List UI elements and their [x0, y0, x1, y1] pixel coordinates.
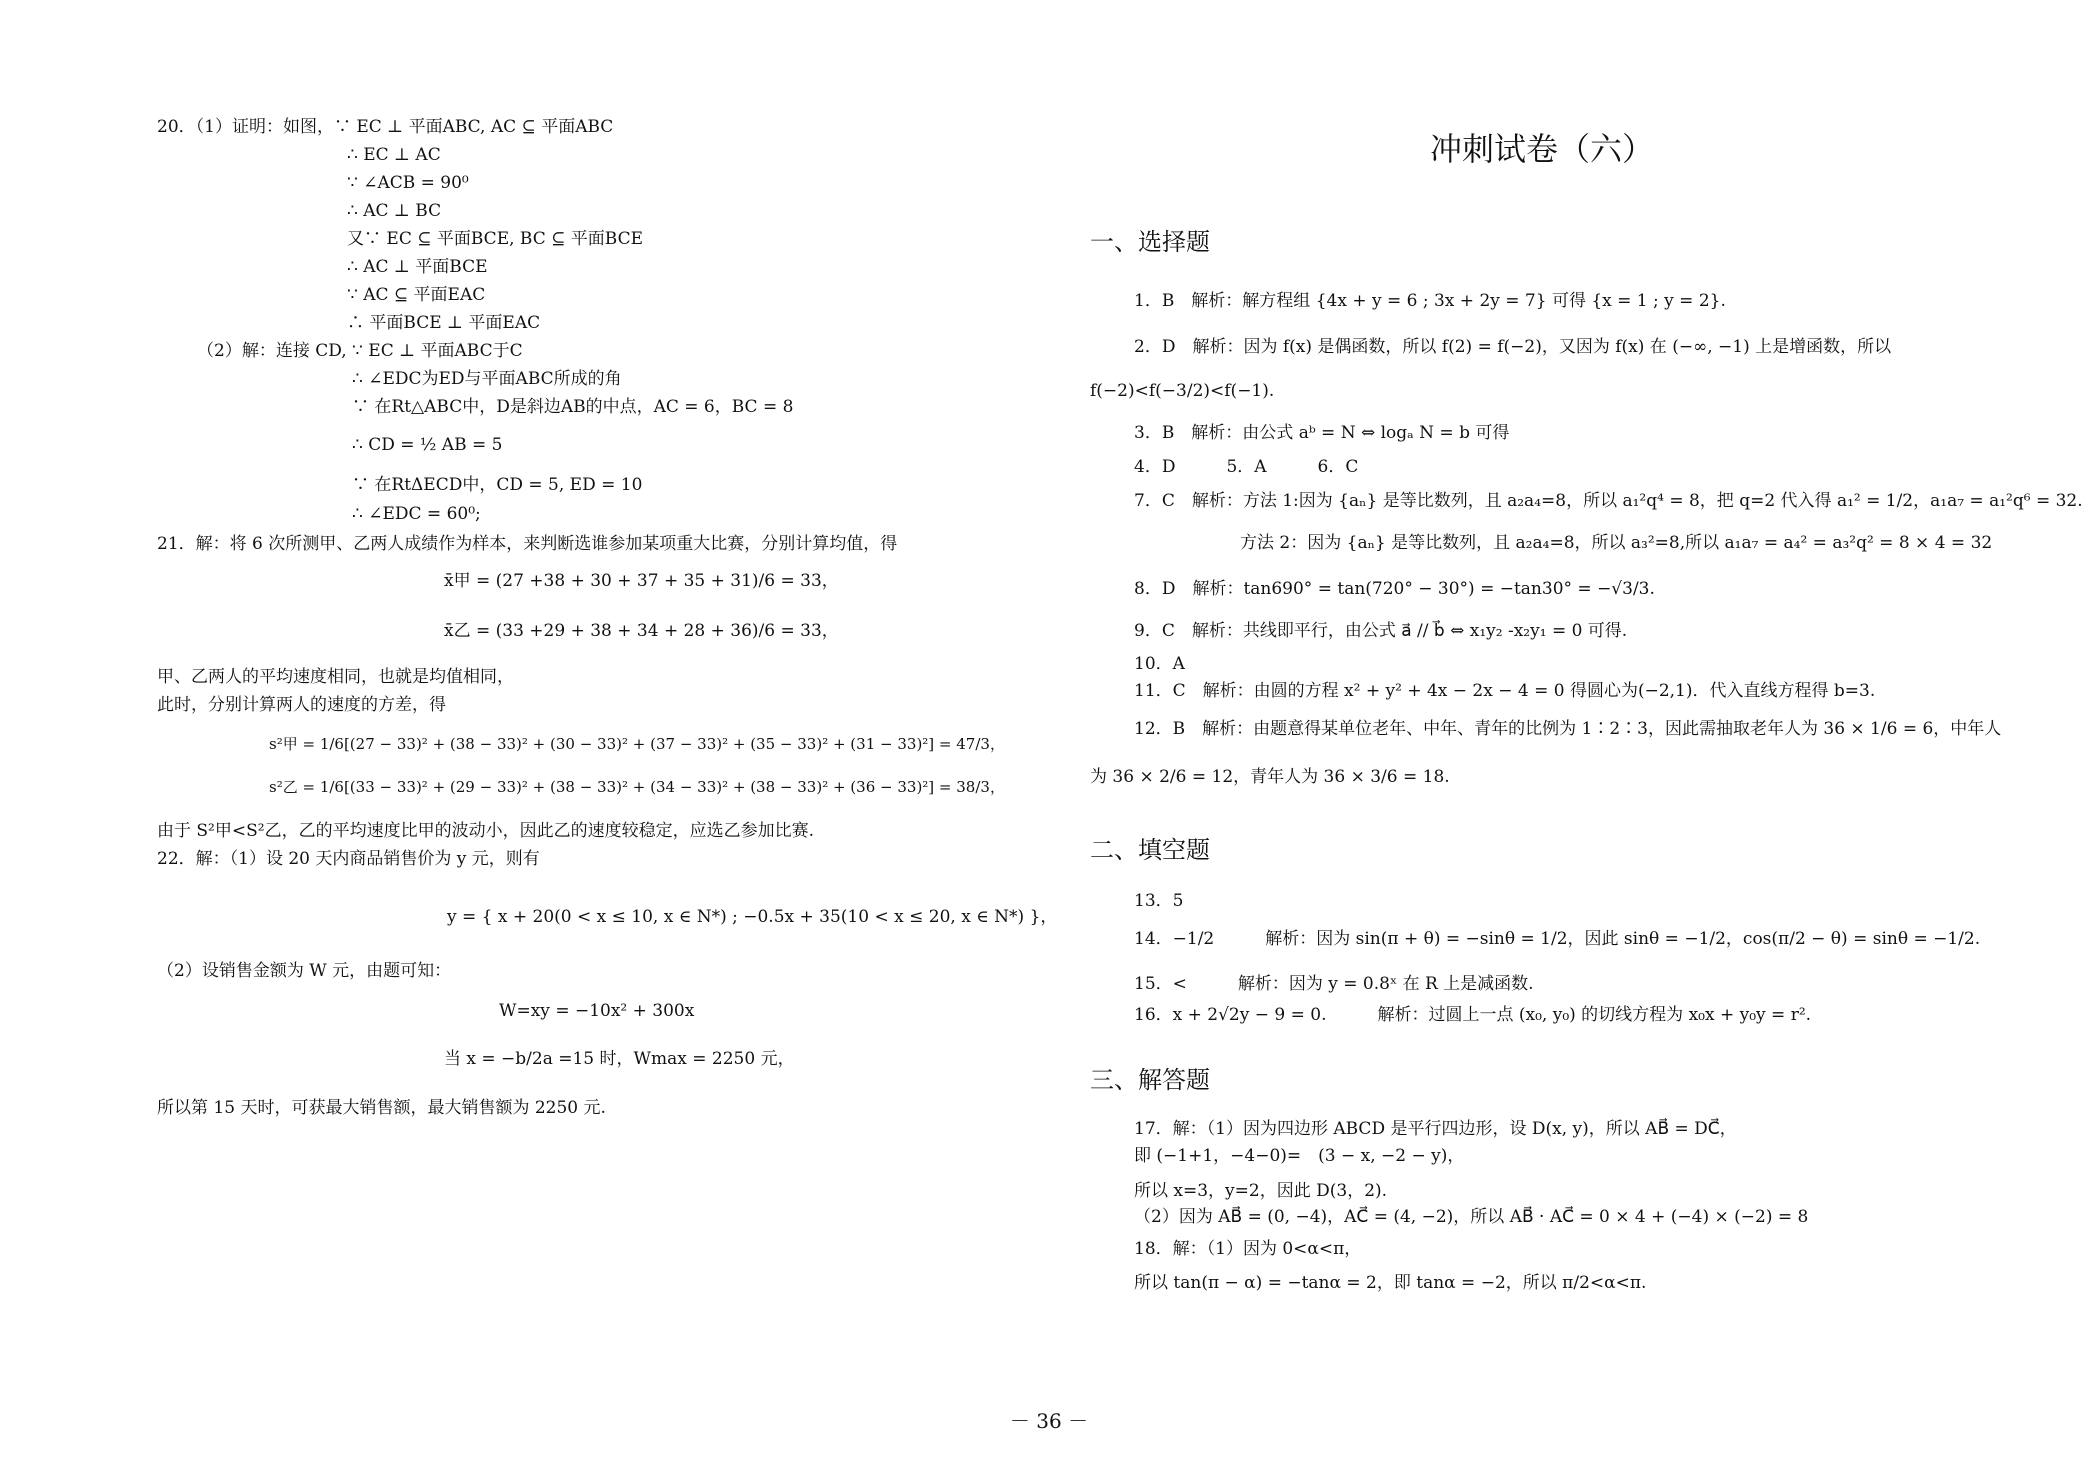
text-line: （2）解：连接 CD, ∵ EC ⊥ 平面ABC于C — [197, 341, 523, 361]
text-line: 22．解：（1）设 20 天内商品销售价为 y 元，则有 — [157, 849, 540, 869]
text-line: ∵ 在Rt△ABC中，D是斜边AB的中点，AC = 6，BC = 8 — [352, 397, 794, 417]
text-line: 7．C 解析：方法 1:因为 {aₙ} 是等比数列，且 a₂a₄=8，所以 a₁²q⁴ = 8，把 q=2 代入得 a₁² = 1/2，a₁a₇ = a₁²q⁶ = 32. — [1134, 491, 2083, 511]
text-line: 又∵ EC ⊆ 平面BCE, BC ⊆ 平面BCE — [347, 229, 643, 249]
text-line: 9．C 解析：共线即平行，由公式 a⃗ // b⃗ ⇔ x₁y₂ -x₂y₁ = 0 可得. — [1134, 621, 1628, 641]
text-line: ∴ AC ⊥ BC — [347, 201, 442, 221]
text-line: ∴ CD = ½ AB = 5 — [352, 435, 503, 455]
text-line: 为 36 × 2/6 = 12，青年人为 36 × 3/6 = 18. — [1090, 767, 1450, 787]
formula-line: 当 x = −b/2a =15 时，Wmax = 2250 元， — [444, 1049, 795, 1069]
formula-line: s²乙 = 1/6[(33 − 33)² + (29 − 33)² + (38 − 33)² + (34 − 33)² + (38 − 33)² + (36 − 33)²] = 38/3， — [269, 778, 1005, 796]
text-line: 14．−1/2 解析：因为 sin(π + θ) = −sinθ = 1/2，因此 sinθ = −1/2，cos(π/2 − θ) = sinθ = −1/2. — [1134, 929, 1981, 949]
formula-line: y = { x + 20(0 < x ≤ 10, x ∈ N*) ; −0.5x + 35(10 < x ≤ 20, x ∈ N*) }， — [447, 907, 1058, 927]
text-line: ∵ AC ⊆ 平面EAC — [347, 285, 486, 305]
formula-line: s²甲 = 1/6[(27 − 33)² + (38 − 33)² + (30 − 33)² + (37 − 33)² + (35 − 33)² + (31 − 33)²] = 47/3， — [269, 735, 1005, 753]
text-line: 方法 2：因为 {aₙ} 是等比数列，且 a₂a₄=8，所以 a₃²=8,所以 a₁a₇ = a₄² = a₃²q² = 8 × 4 = 32 — [1240, 533, 1993, 553]
formula-line: x̄甲 = (27 +38 + 30 + 37 + 35 + 31)/6 = 33， — [444, 571, 839, 591]
section-heading: 三、解答题 — [1090, 1066, 1210, 1094]
text-line: ∴ 平面BCE ⊥ 平面EAC — [347, 313, 541, 333]
text-line: 2．D 解析：因为 f(x) 是偶函数，所以 f(2) = f(−2)，又因为 f(x) 在 (−∞, −1) 上是增函数，所以 — [1134, 337, 1892, 357]
text-line: ∴ AC ⊥ 平面BCE — [347, 257, 488, 277]
text-line: 所以 x=3，y=2，因此 D(3，2). — [1134, 1181, 1388, 1201]
text-line: 15．< 解析：因为 y = 0.8ˣ 在 R 上是减函数. — [1134, 974, 1534, 994]
text-line: 12．B 解析：由题意得某单位老年、中年、青年的比例为 1∶2∶3，因此需抽取老年人为 36 × 1/6 = 6，中年人 — [1134, 719, 2002, 739]
text-line: 13．5 — [1134, 891, 1184, 911]
text-line: ∴ ∠EDC = 60⁰; — [352, 504, 481, 524]
text-line: （2）因为 AB⃗ = (0, −4)，AC⃗ = (4, −2)，所以 AB⃗ · AC⃗ = 0 × 4 + (−4) × (−2) = 8 — [1134, 1207, 1809, 1227]
text-line: 3．B 解析：由公式 aᵇ = N ⇔ logₐ N = b 可得 — [1134, 423, 1510, 443]
text-line: 此时，分别计算两人的速度的方差，得 — [157, 695, 446, 715]
text-line: 10．A — [1134, 654, 1185, 674]
text-line: 8．D 解析：tan690° = tan(720° − 30°) = −tan30° = −√3/3. — [1134, 579, 1655, 599]
text-line: 所以第 15 天时，可获最大销售额，最大销售额为 2250 元. — [157, 1098, 606, 1118]
section-heading: 一、选择题 — [1090, 228, 1210, 256]
page-title: 冲刺试卷（六） — [1430, 130, 1655, 168]
text-line: 17．解：（1）因为四边形 ABCD 是平行四边形，设 D(x, y)，所以 AB⃗ = DC⃗， — [1134, 1119, 1737, 1139]
text-line: f(−2)<f(−3/2)<f(−1). — [1090, 381, 1275, 401]
text-line: 11．C 解析：由圆的方程 x² + y² + 4x − 2x − 4 = 0 得圆心为(−2,1)．代入直线方程得 b=3. — [1134, 681, 1876, 701]
text-line: 即 (−1+1，−4−0)= (3 − x, −2 − y)， — [1134, 1146, 1465, 1166]
text-line: （2）设销售金额为 W 元，由题可知： — [157, 961, 452, 981]
formula-line: x̄乙 = (33 +29 + 38 + 34 + 28 + 36)/6 = 33， — [444, 621, 839, 641]
text-line: 由于 S²甲<S²乙，乙的平均速度比甲的波动小，因此乙的速度较稳定，应选乙参加比赛. — [157, 821, 814, 841]
text-line: 1．B 解析：解方程组 {4x + y = 6 ; 3x + 2y = 7} 可得 {x = 1 ; y = 2}. — [1134, 291, 1726, 311]
text-line: 所以 tan(π − α) = −tanα = 2，即 tanα = −2，所以 π/2<α<π. — [1134, 1273, 1647, 1293]
text-line: ∵ ∠ACB = 90⁰ — [347, 173, 469, 193]
text-line: 16．x + 2√2y − 9 = 0. 解析：过圆上一点 (x₀, y₀) 的切线方程为 x₀x + y₀y = r². — [1134, 1005, 1812, 1025]
text-line: ∵ 在RtΔECD中，CD = 5, ED = 10 — [352, 475, 643, 495]
text-line: 18．解：（1）因为 0<α<π， — [1134, 1239, 1362, 1259]
text-line: ∴ EC ⊥ AC — [347, 145, 441, 165]
section-heading: 二、填空题 — [1090, 836, 1210, 864]
text-line: 21．解：将 6 次所测甲、乙两人成绩作为样本，来判断选谁参加某项重大比赛，分别计算均值，得 — [157, 534, 898, 554]
formula-line: W=xy = −10x² + 300x — [499, 1001, 695, 1021]
page-number: － 36 － — [1009, 1409, 1089, 1433]
text-line: ∴ ∠EDC为ED与平面ABC所成的角 — [352, 369, 622, 389]
text-line: 甲、乙两人的平均速度相同，也就是均值相同， — [157, 667, 514, 687]
text-line: 20．（1）证明：如图，∵ EC ⊥ 平面ABC, AC ⊆ 平面ABC — [157, 117, 614, 137]
text-line: 4．D 5．A 6．C — [1134, 457, 1359, 477]
